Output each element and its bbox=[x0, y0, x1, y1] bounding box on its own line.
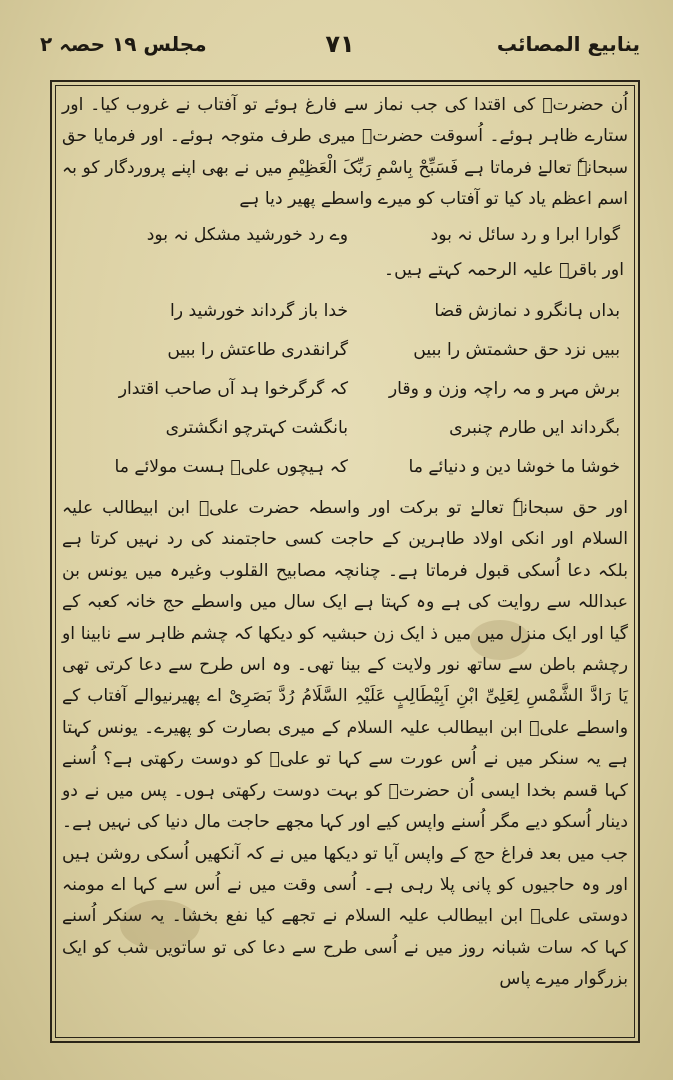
couplet-misra-1: خوشا ما خوشا دین و دنیائے ما bbox=[408, 457, 620, 478]
first-couplet bbox=[62, 216, 628, 255]
couplet-misra-2: بانگشت کہترچو انگشتری bbox=[165, 418, 348, 439]
couplet-misra-1: گوارا ابرا و رد سائل نہ بود bbox=[430, 224, 620, 245]
couplet bbox=[62, 448, 628, 487]
couplet-misra-2: گرانقدری طاعتش را ببیں bbox=[167, 340, 348, 361]
couplet bbox=[62, 292, 628, 331]
page-content bbox=[62, 90, 628, 996]
main-paragraph: اور حق سبحانہٗ تعالےٰ تو برکت اور واسطہ حضرت علیؑ ابن ابیطالب علیہ السلام اور انکی اولاد طاہرین کے حاجت کسی حاجتمند کی رد نہیں کرتا ہے بلکہ دعا اُسکی قبول فرماتا ہے۔ چنانچہ مصابیح القلوب وغیرہ میں یونس بن عبداللہ سے روایت کی ہے وہ کہتا ہے ایک سال میں واسطے حج خانہ کعبہ کے گیا اور ایک منزل میں میں ذ ایک زن حبشیہ کو دیکھا کہ چشم ظاہر سے نابینا او رچشم باطن سے ساتھ نور ولایت کے بینا تھی۔ وہ اس طرح سے دعا کرتی تھی یَا رَادَّ الشَّمْسِ لِعَلِیِّ ابْنِ اَبِیْطَالِبٍ عَلَیْہِ السَّلَامُ رُدَّ بَصَرِیْ اے پھیرنیوالے آفتاب کے واسطے علیؑ ابن ابیطالب علیہ السلام کے میری بصارت کو پھیرے۔ یونس کہتا ہے یہ سنکر میں نے اُس عورت سے کہا تو علیؑ کو دوست رکھتی ہے؟ اُسنے کہا قسم بخدا ایسی اُن حضرتؐ کو بہت دوست رکھتی ہوں۔ پس میں نے دو دینار اُسکو دیے مگر اُسنے واپس کیے اور کہا مجھے حاجت مال دنیا کی نہیں ہے۔ جب میں بعد فراغ حج کے واپس آیا تو دیکھا میں نے کہ آنکھیں اُسکی روشن ہیں اور وہ حاجیوں کو پانی پلا رہی ہے۔ اُسی وقت میں نے اُس سے کہا اے مومنہ دوستی علیؑ ابن ابیطالب علیہ السلام نے تجھے کیا نفع بخشا۔ یہ سنکر اُسنے کہا کہ سات شبانہ روز میں نے اُسی طرح سے دعا کی تو ساتویں شب کو ایک بزرگوار میرے پاس bbox=[62, 498, 628, 990]
couplet-misra-1: بگرداند ایں طارم چنبری bbox=[449, 418, 620, 439]
couplet bbox=[62, 409, 628, 448]
page-header bbox=[40, 30, 640, 64]
couplet-misra-1: ببیں نزد حق حشمتش را ببیں bbox=[413, 340, 620, 361]
couplet-misra-2: کہ ہیچوں علیؑ ہست مولائے ما bbox=[114, 457, 348, 478]
couplet-list bbox=[62, 292, 628, 487]
verse-intro: اور باقرؒ علیہ الرحمہ کہتے ہیں۔ bbox=[384, 259, 624, 280]
couplet-misra-1: برش مہر و مہ راچہ وزن و وقار bbox=[388, 379, 620, 400]
couplet bbox=[62, 331, 628, 370]
book-title: ینابیع المصائب bbox=[496, 32, 640, 56]
page-number: ۷۱ bbox=[325, 30, 355, 58]
couplet-misra-1: بداں ہانگرو د نمازش قضا bbox=[434, 301, 620, 322]
couplet-misra-2: وے رد خورشید مشکل نہ بود bbox=[146, 224, 348, 245]
intro-block bbox=[62, 90, 628, 216]
intro-paragraph: اُن حضرتؐ کی اقتدا کی جب نماز سے فارغ ہوئے تو آفتاب نے غروب کیا۔ اور ستارے ظاہر ہوئے۔ اُسوقت حضرتؐ میری طرف متوجہ ہوئے۔ اور فرمایا حق سبحانہٗ تعالےٰ فرماتا ہے فَسَبِّحْ بِاسْمِ رَبِّکَ الْعَظِیْمِ میں نے بھی اپنے پروردگار کو بہ اسم اعظم یاد کیا تو آفتاب کو میرے واسطے پھیر دیا ہے bbox=[62, 95, 628, 210]
couplet-misra-2: خدا باز گرداند خورشید را bbox=[170, 301, 348, 322]
main-block bbox=[62, 493, 628, 996]
couplet bbox=[62, 370, 628, 409]
section-label: مجلس ۱۹ حصہ ۲ bbox=[40, 32, 207, 56]
couplet-misra-2: کہ گرگرخوا ہد آں صاحب اقتدار bbox=[118, 379, 348, 400]
